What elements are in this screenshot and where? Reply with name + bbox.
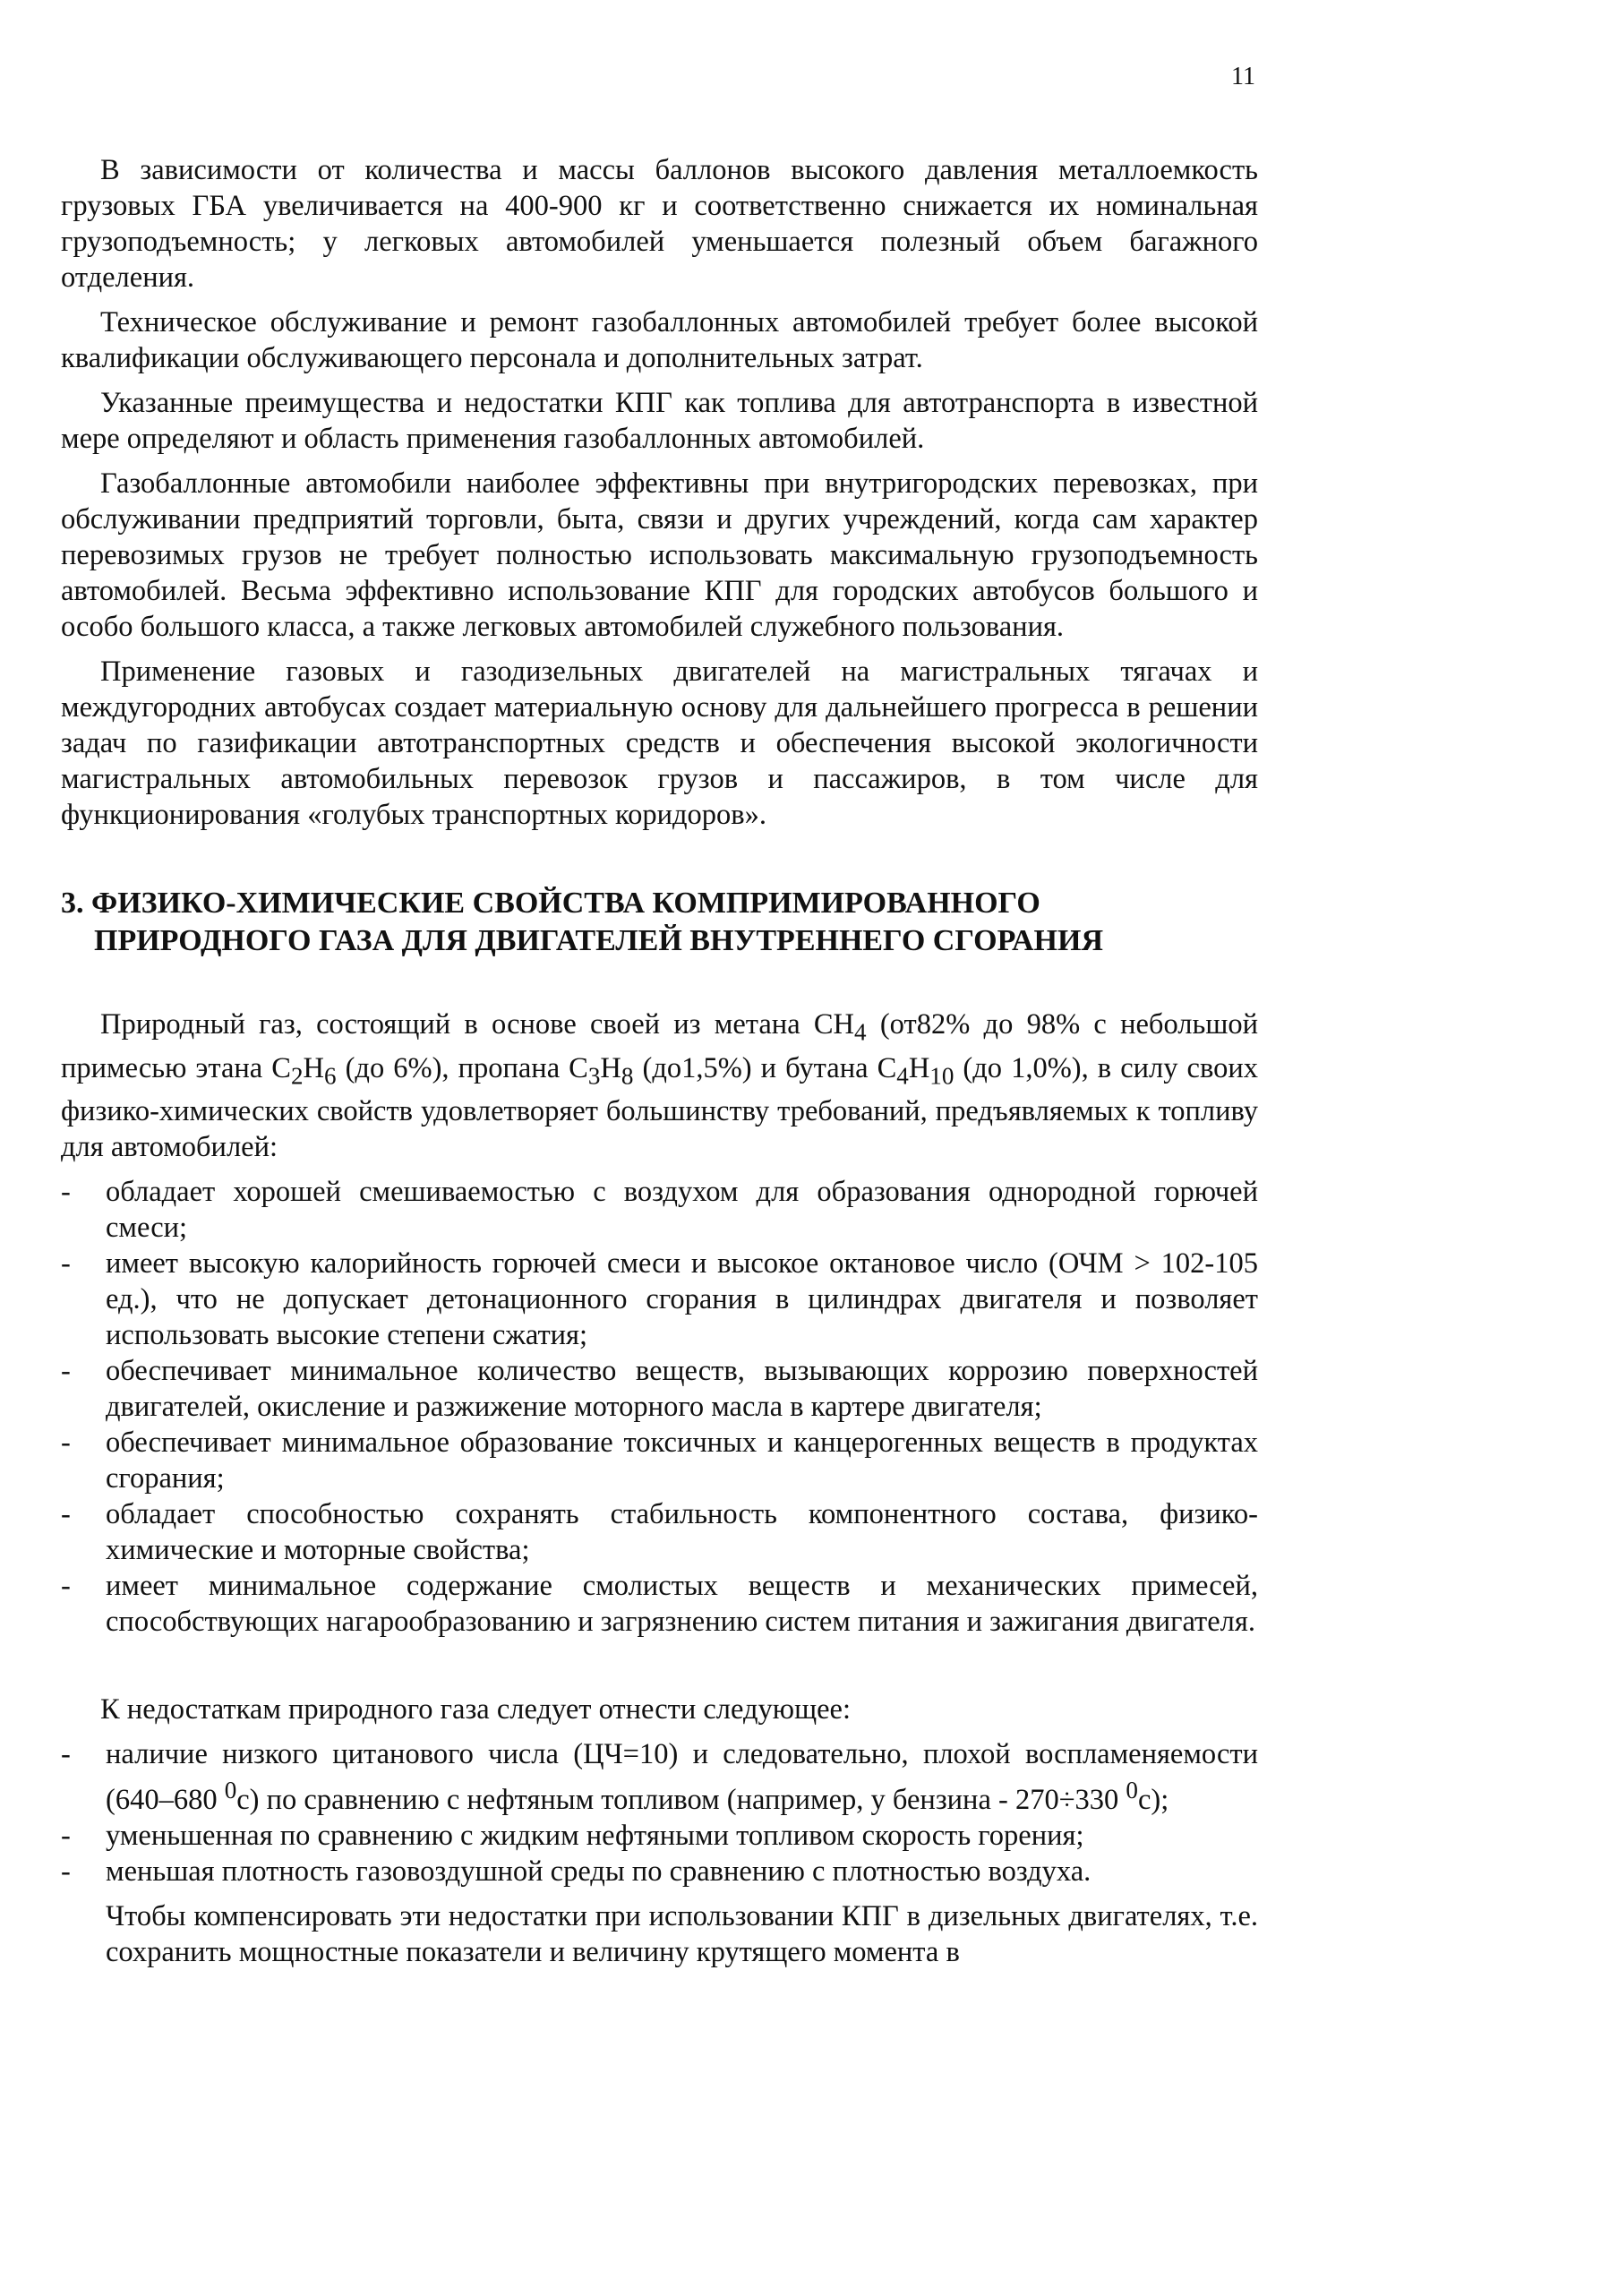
disadvantages-list	[61, 1736, 1258, 1889]
list-item: - обеспечивает минимальное образование токсичных и канцерогенных веществ в продуктах сгорания;	[61, 1426, 1258, 1495]
dash-marker: -	[61, 1176, 71, 1208]
list-item: - наличие низкого цитанового числа (ЦЧ=10) и следовательно, плохой воспламеняемости (640–680 $^0$с) по сравнению с нефтяным топливом (например, у бензина - 270÷330 $^0$с);	[61, 1738, 1258, 1816]
page-number: 11	[1231, 63, 1255, 90]
dash-marker: -	[61, 1570, 71, 1602]
dash-marker: -	[61, 1247, 71, 1280]
dash-marker: -	[61, 1355, 71, 1387]
paragraph-maintenance: Техническое обслуживание и ремонт газобаллонных автомобилей требует более высокой квалификации обслуживающего персонала и дополнительных затрат.	[61, 306, 1258, 374]
dash-marker: -	[61, 1819, 71, 1852]
dash-marker: -	[61, 1855, 71, 1888]
paragraph-highway-tractors: Применение газовых и газодизельных двигателей на магистральных тягачах и междугородних автобусах создает материальную основу для дальнейшего прогресса в решении задач по газификации автотранспортных средств и обеспечения высокой экологичности магистральных автомобильных перевозок грузов и пассажиров, в том числе для функционирования «голубых транспортных коридоров».	[61, 655, 1258, 831]
paragraph-metal-intensity: В зависимости от количества и массы баллонов высокого давления металлоемкость грузовых ГБА увеличивается на 400-900 кг и соответственно снижается их номинальная грузоподъемность; у легковых автомобилей уменьшается полезный объем багажного отделения.	[61, 154, 1258, 294]
list-item: - обладает хорошей смешиваемостью с воздухом для образования однородной горючей смеси;	[61, 1176, 1258, 1244]
list-item: - меньшая плотность газовоздушной среды по сравнению с плотностью воздуха.	[61, 1855, 1092, 1888]
paragraph-disadvantages-intro: К недостаткам природного газа следует отнести следующее:	[100, 1693, 851, 1726]
advantages-list	[61, 1174, 1258, 1640]
paragraph-application-area: Указанные преимущества и недостатки КПГ как топлива для автотранспорта в известной мере определяют и область применения газобаллонных автомобилей.	[61, 387, 1258, 455]
section-heading	[61, 885, 1258, 960]
paragraph-compensation: Чтобы компенсировать эти недостатки при использовании КПГ в дизельных двигателях, т.е. сохранить мощностные показатели и величину крутящего момента в	[106, 1899, 1258, 1968]
section-heading-line1: 3. ФИЗИКО-ХИМИЧЕСКИЕ СВОЙСТВА КОМПРИМИРОВАННОГО	[61, 887, 1040, 920]
dash-marker: -	[61, 1738, 71, 1770]
list-item: - имеет высокую калорийность горючей смеси и высокое октановое число (ОЧМ > 102-105 ед.), что не допускает детонационного сгорания в цилиндрах двигателя и позволяет использовать высокие степени сжатия;	[61, 1247, 1258, 1351]
dash-marker: -	[61, 1426, 71, 1459]
list-item: - уменьшенная по сравнению с жидким нефтяными топливом скорость горения;	[61, 1819, 1084, 1852]
list-item: - имеет минимальное содержание смолистых веществ и механических примесей, способствующих нагарообразованию и загрязнению систем питания и зажигания двигателя.	[61, 1570, 1258, 1638]
spacer	[61, 1649, 1258, 1692]
paragraph-urban-use: Газобаллонные автомобили наиболее эффективны при внутригородских перевозках, при обслуживании предприятий торговли, быта, связи и других учреждений, когда сам характер перевозимых грузов не требует полностью использовать максимальную грузоподъемность автомобилей. Весьма эффективно использование КПГ для городских автобусов большого и особо большого класса, а также легковых автомобилей служебного пользования.	[61, 467, 1258, 643]
paragraph-natural-gas-intro: Природный газ, состоящий в основе своей из метана $СН_4$ (от82% до 98% с небольшой примесью этана $С_2Н_6$ (до 6%), пропана $С_3Н_8$ (до1,5%) и бутана $С_4Н_{10}$ (до 1,0%), в силу своих физико-химических свойств удовлетворяет большинству требований, предъявляемых к топливу для автомобилей:	[61, 1008, 1258, 1163]
section-heading-line2: ПРИРОДНОГО ГАЗА ДЛЯ ДВИГАТЕЛЕЙ ВНУТРЕННЕГО СГОРАНИЯ	[94, 924, 1103, 957]
page-content	[61, 152, 1258, 1979]
list-item: - обеспечивает минимальное количество веществ, вызывающих коррозию поверхностей двигателей, окисление и разжижение моторного масла в картере двигателя;	[61, 1355, 1258, 1423]
dash-marker: -	[61, 1498, 71, 1530]
list-item: - обладает способностью сохранять стабильность компонентного состава, физико-химические и моторные свойства;	[61, 1498, 1258, 1566]
